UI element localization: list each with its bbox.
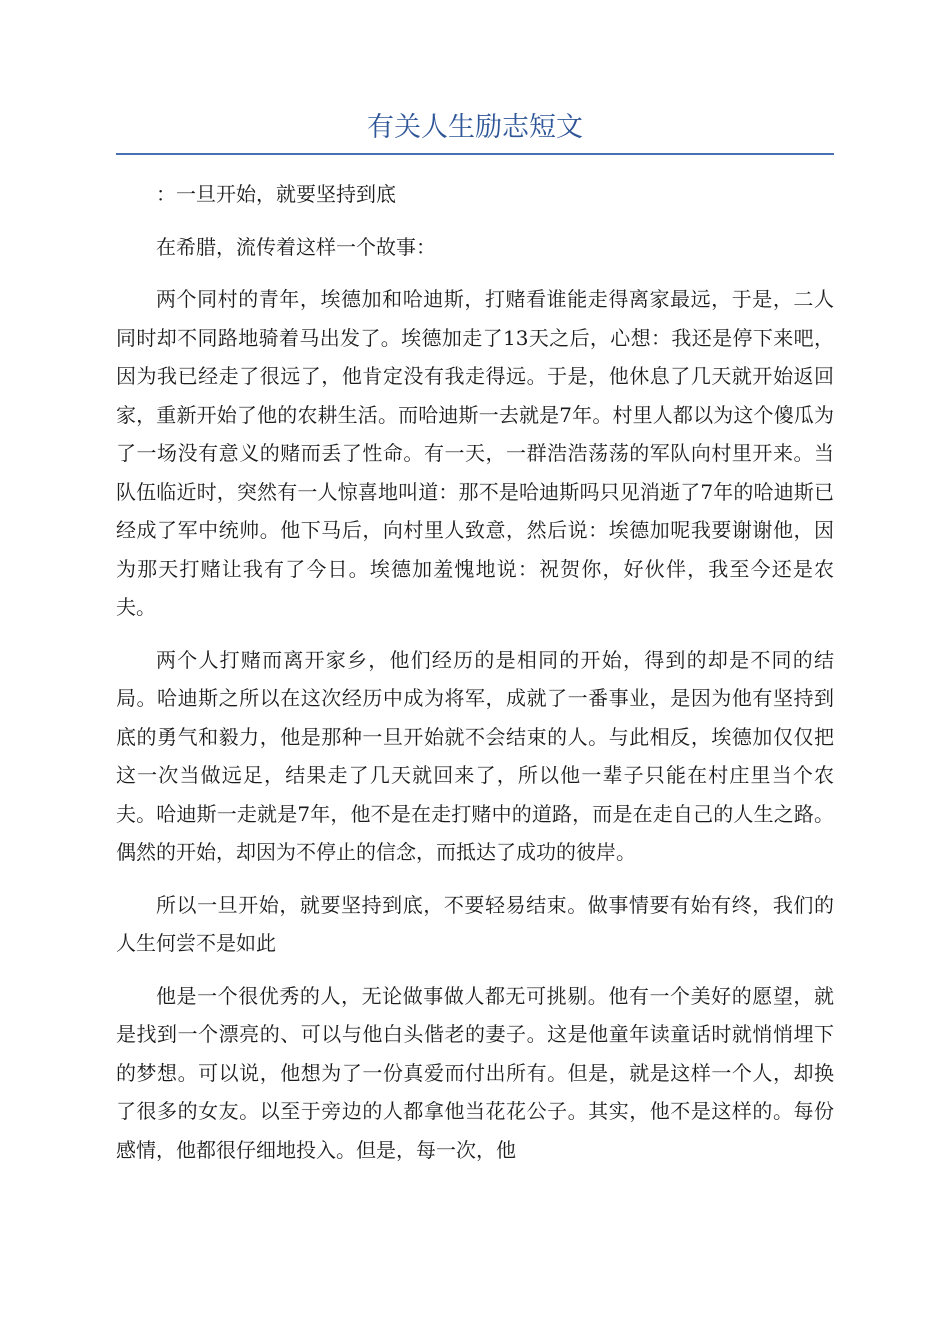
document-body: [116, 175, 834, 1183]
paragraph: 两个人打赌而离开家乡，他们经历的是相同的开始，得到的却是不同的结局。哈迪斯之所以在这次经历中成为将军，成就了一番事业，是因为他有坚持到底的勇气和毅力，他是那种一旦开始就不会结束的人。与此相反，埃德加仅仅把这一次当做远足，结果走了几天就回来了，所以他一辈子只能在村庄里当个农夫。哈迪斯一走就是7年，他不是在走打赌中的道路，而是在走自己的人生之路。偶然的开始，却因为不停止的信念，而抵达了成功的彼岸。: [116, 647, 834, 864]
paragraph: 两个同村的青年，埃德加和哈迪斯，打赌看谁能走得离家最远，于是，二人同时却不同路地骑着马出发了。埃德加走了13天之后，心想：我还是停下来吧，因为我已经走了很远了，他肯定没有我走得远。于是，他休息了几天就开始返回家，重新开始了他的农耕生活。而哈迪斯一去就是7年。村里人都以为这个傻瓜为了一场没有意义的赌而丢了性命。有一天，一群浩浩荡荡的军队向村里开来。当队伍临近时，突然有一人惊喜地叫道：那不是哈迪斯吗只见消逝了7年的哈迪斯已经成了军中统帅。他下马后，向村里人致意，然后说：埃德加呢我要谢谢他，因为那天打赌让我有了今日。埃德加羞愧地说：祝贺你，好伙伴，我至今还是农夫。: [116, 287, 834, 619]
document-title: 有关人生励志短文: [367, 112, 583, 143]
paragraph: 所以一旦开始，就要坚持到底，不要轻易结束。做事情要有始有终，我们的人生何尝不是如此: [116, 892, 834, 955]
paragraph: 他是一个很优秀的人，无论做事做人都无可挑剔。他有一个美好的愿望，就是找到一个漂亮的、可以与他白头偕老的妻子。这是他童年读童话时就悄悄埋下的梦想。可以说，他想为了一份真爱而付出所有。但是，就是这样一个人，却换了很多的女友。以至于旁边的人都拿他当花花公子。其实，他不是这样的。每份感情，他都很仔细地投入。但是，每一次，他: [116, 983, 834, 1162]
paragraph: 在希腊，流传着这样一个故事：: [156, 234, 436, 259]
title-divider: [116, 153, 834, 155]
paragraph: ：一旦开始，就要坚持到底: [156, 182, 396, 206]
